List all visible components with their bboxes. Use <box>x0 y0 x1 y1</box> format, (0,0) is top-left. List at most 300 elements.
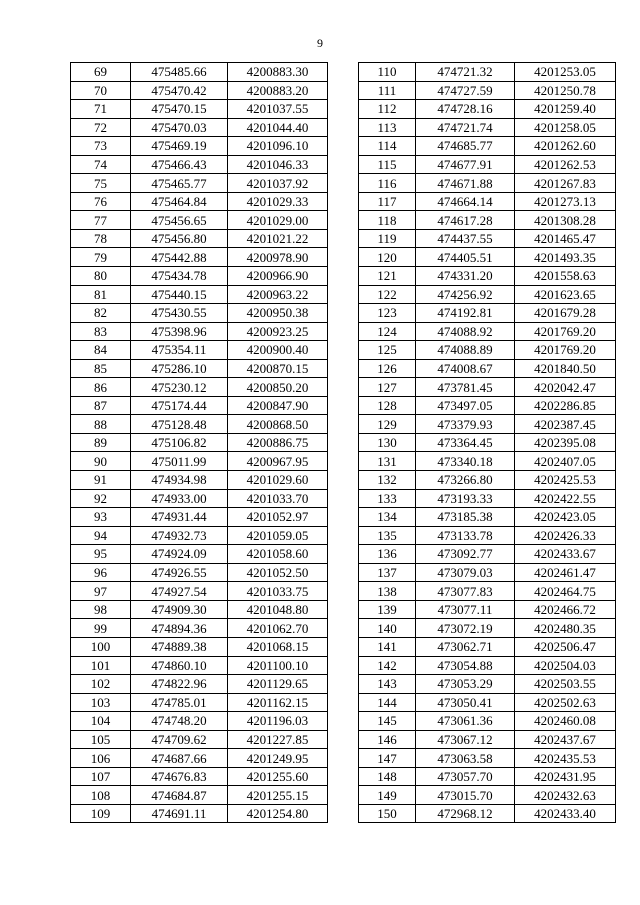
y-coordinate-cell: 4202395.08 <box>515 433 616 452</box>
x-coordinate-cell: 474926.55 <box>131 563 228 582</box>
point-number-cell: 99 <box>71 619 131 638</box>
point-number-cell: 108 <box>71 786 131 805</box>
y-coordinate-cell: 4201062.70 <box>228 619 328 638</box>
x-coordinate-cell: 472968.12 <box>416 804 515 823</box>
point-number-cell: 138 <box>359 582 416 601</box>
y-coordinate-cell: 4201048.80 <box>228 600 328 619</box>
x-coordinate-cell: 475434.78 <box>131 267 228 286</box>
x-coordinate-cell: 474894.36 <box>131 619 228 638</box>
point-number-cell: 126 <box>359 359 416 378</box>
table-row <box>71 767 328 786</box>
point-number-cell: 100 <box>71 637 131 656</box>
point-number-cell: 142 <box>359 656 416 675</box>
x-coordinate-cell: 475430.55 <box>131 304 228 323</box>
y-coordinate-cell: 4200883.30 <box>228 63 328 82</box>
x-coordinate-cell: 474822.96 <box>131 675 228 694</box>
table-row <box>359 415 616 434</box>
y-coordinate-cell: 4201308.28 <box>515 211 616 230</box>
x-coordinate-cell: 475128.48 <box>131 415 228 434</box>
table-row <box>359 675 616 694</box>
x-coordinate-cell: 474664.14 <box>416 192 515 211</box>
x-coordinate-cell: 474088.92 <box>416 322 515 341</box>
x-coordinate-cell: 473092.77 <box>416 545 515 564</box>
point-number-cell: 81 <box>71 285 131 304</box>
point-number-cell: 75 <box>71 174 131 193</box>
y-coordinate-cell: 4202502.63 <box>515 693 616 712</box>
y-coordinate-cell: 4200870.15 <box>228 359 328 378</box>
x-coordinate-cell: 474617.28 <box>416 211 515 230</box>
point-number-cell: 96 <box>71 563 131 582</box>
y-coordinate-cell: 4201249.95 <box>228 749 328 768</box>
x-coordinate-cell: 473053.29 <box>416 675 515 694</box>
y-coordinate-cell: 4201129.65 <box>228 675 328 694</box>
table-row <box>71 100 328 119</box>
table-row <box>71 712 328 731</box>
y-coordinate-cell: 4201623.65 <box>515 285 616 304</box>
y-coordinate-cell: 4202432.63 <box>515 786 616 805</box>
point-number-cell: 89 <box>71 433 131 452</box>
table-row <box>71 433 328 452</box>
y-coordinate-cell: 4201021.22 <box>228 229 328 248</box>
y-coordinate-cell: 4201273.13 <box>515 192 616 211</box>
y-coordinate-cell: 4202461.47 <box>515 563 616 582</box>
table-row <box>71 118 328 137</box>
y-coordinate-cell: 4201037.55 <box>228 100 328 119</box>
x-coordinate-cell: 473015.70 <box>416 786 515 805</box>
y-coordinate-cell: 4202435.53 <box>515 749 616 768</box>
y-coordinate-cell: 4200886.75 <box>228 433 328 452</box>
y-coordinate-cell: 4200923.25 <box>228 322 328 341</box>
table-row <box>71 396 328 415</box>
point-number-cell: 98 <box>71 600 131 619</box>
y-coordinate-cell: 4202464.75 <box>515 582 616 601</box>
table-row <box>359 285 616 304</box>
x-coordinate-cell: 474709.62 <box>131 730 228 749</box>
y-coordinate-cell: 4202286.85 <box>515 396 616 415</box>
y-coordinate-cell: 4202426.33 <box>515 526 616 545</box>
x-coordinate-cell: 474727.59 <box>416 81 515 100</box>
x-coordinate-cell: 473062.71 <box>416 637 515 656</box>
table-row <box>359 656 616 675</box>
point-number-cell: 143 <box>359 675 416 694</box>
point-number-cell: 103 <box>71 693 131 712</box>
x-coordinate-cell: 473050.41 <box>416 693 515 712</box>
point-number-cell: 83 <box>71 322 131 341</box>
table-row <box>71 637 328 656</box>
x-coordinate-cell: 475456.80 <box>131 229 228 248</box>
x-coordinate-cell: 475011.99 <box>131 452 228 471</box>
point-number-cell: 71 <box>71 100 131 119</box>
x-coordinate-cell: 475442.88 <box>131 248 228 267</box>
y-coordinate-cell: 4201052.97 <box>228 508 328 527</box>
point-number-cell: 135 <box>359 526 416 545</box>
point-number-cell: 113 <box>359 118 416 137</box>
point-number-cell: 102 <box>71 675 131 694</box>
table-row <box>359 489 616 508</box>
point-number-cell: 111 <box>359 81 416 100</box>
y-coordinate-cell: 4202460.08 <box>515 712 616 731</box>
x-coordinate-cell: 475485.66 <box>131 63 228 82</box>
table-row <box>71 192 328 211</box>
y-coordinate-cell: 4202433.67 <box>515 545 616 564</box>
x-coordinate-cell: 475469.19 <box>131 137 228 156</box>
point-number-cell: 133 <box>359 489 416 508</box>
point-number-cell: 116 <box>359 174 416 193</box>
x-coordinate-cell: 474909.30 <box>131 600 228 619</box>
table-row <box>71 248 328 267</box>
x-coordinate-cell: 475398.96 <box>131 322 228 341</box>
table-row <box>71 749 328 768</box>
y-coordinate-cell: 4201679.28 <box>515 304 616 323</box>
point-number-cell: 101 <box>71 656 131 675</box>
y-coordinate-cell: 4200847.90 <box>228 396 328 415</box>
y-coordinate-cell: 4201255.60 <box>228 767 328 786</box>
x-coordinate-cell: 475456.65 <box>131 211 228 230</box>
point-number-cell: 121 <box>359 267 416 286</box>
table-row <box>359 712 616 731</box>
point-number-cell: 112 <box>359 100 416 119</box>
x-coordinate-cell: 473133.78 <box>416 526 515 545</box>
x-coordinate-cell: 474192.81 <box>416 304 515 323</box>
point-number-cell: 122 <box>359 285 416 304</box>
y-coordinate-cell: 4200978.90 <box>228 248 328 267</box>
table-row <box>359 63 616 82</box>
y-coordinate-cell: 4200963.22 <box>228 285 328 304</box>
point-number-cell: 127 <box>359 378 416 397</box>
point-number-cell: 94 <box>71 526 131 545</box>
x-coordinate-cell: 474671.88 <box>416 174 515 193</box>
point-number-cell: 134 <box>359 508 416 527</box>
y-coordinate-cell: 4201267.83 <box>515 174 616 193</box>
y-coordinate-cell: 4201046.33 <box>228 155 328 174</box>
point-number-cell: 117 <box>359 192 416 211</box>
table-row <box>71 174 328 193</box>
point-number-cell: 105 <box>71 730 131 749</box>
table-row <box>359 229 616 248</box>
point-number-cell: 74 <box>71 155 131 174</box>
y-coordinate-cell: 4200950.38 <box>228 304 328 323</box>
table-row <box>359 730 616 749</box>
x-coordinate-cell: 475470.03 <box>131 118 228 137</box>
point-number-cell: 129 <box>359 415 416 434</box>
y-coordinate-cell: 4201493.35 <box>515 248 616 267</box>
y-coordinate-cell: 4201840.50 <box>515 359 616 378</box>
point-number-cell: 114 <box>359 137 416 156</box>
table-row <box>359 81 616 100</box>
y-coordinate-cell: 4201100.10 <box>228 656 328 675</box>
table-row <box>71 471 328 490</box>
y-coordinate-cell: 4201037.92 <box>228 174 328 193</box>
table-row <box>71 155 328 174</box>
point-number-cell: 144 <box>359 693 416 712</box>
table-row <box>71 545 328 564</box>
page-number: 9 <box>317 36 323 50</box>
table-row <box>359 433 616 452</box>
x-coordinate-cell: 474088.89 <box>416 341 515 360</box>
point-number-cell: 91 <box>71 471 131 490</box>
x-coordinate-cell: 473077.83 <box>416 582 515 601</box>
y-coordinate-cell: 4202504.03 <box>515 656 616 675</box>
table-row <box>71 582 328 601</box>
y-coordinate-cell: 4201052.50 <box>228 563 328 582</box>
table-row <box>71 804 328 823</box>
point-number-cell: 92 <box>71 489 131 508</box>
y-coordinate-cell: 4201769.20 <box>515 322 616 341</box>
point-number-cell: 139 <box>359 600 416 619</box>
x-coordinate-cell: 474331.20 <box>416 267 515 286</box>
point-number-cell: 88 <box>71 415 131 434</box>
x-coordinate-cell: 474860.10 <box>131 656 228 675</box>
y-coordinate-cell: 4201068.15 <box>228 637 328 656</box>
y-coordinate-cell: 4202437.67 <box>515 730 616 749</box>
x-coordinate-cell: 473054.88 <box>416 656 515 675</box>
x-coordinate-cell: 474933.00 <box>131 489 228 508</box>
table-row <box>359 786 616 805</box>
point-number-cell: 87 <box>71 396 131 415</box>
x-coordinate-cell: 475106.82 <box>131 433 228 452</box>
y-coordinate-cell: 4202042.47 <box>515 378 616 397</box>
table-row <box>359 582 616 601</box>
table-row <box>359 267 616 286</box>
point-number-cell: 80 <box>71 267 131 286</box>
x-coordinate-cell: 474934.98 <box>131 471 228 490</box>
x-coordinate-cell: 473079.03 <box>416 563 515 582</box>
table-row <box>359 118 616 137</box>
table-row <box>359 304 616 323</box>
table-row <box>71 63 328 82</box>
x-coordinate-cell: 474728.16 <box>416 100 515 119</box>
table-row <box>71 452 328 471</box>
point-number-cell: 86 <box>71 378 131 397</box>
point-number-cell: 131 <box>359 452 416 471</box>
x-coordinate-cell: 474684.87 <box>131 786 228 805</box>
y-coordinate-cell: 4201029.00 <box>228 211 328 230</box>
x-coordinate-cell: 474924.09 <box>131 545 228 564</box>
x-coordinate-cell: 474721.74 <box>416 118 515 137</box>
point-number-cell: 93 <box>71 508 131 527</box>
y-coordinate-cell: 4200900.40 <box>228 341 328 360</box>
y-coordinate-cell: 4201058.60 <box>228 545 328 564</box>
y-coordinate-cell: 4200966.90 <box>228 267 328 286</box>
table-row <box>359 155 616 174</box>
table-row <box>71 508 328 527</box>
point-number-cell: 130 <box>359 433 416 452</box>
table-row <box>71 730 328 749</box>
y-coordinate-cell: 4200883.20 <box>228 81 328 100</box>
x-coordinate-cell: 473061.36 <box>416 712 515 731</box>
x-coordinate-cell: 473340.18 <box>416 452 515 471</box>
point-number-cell: 109 <box>71 804 131 823</box>
y-coordinate-cell: 4201465.47 <box>515 229 616 248</box>
point-number-cell: 107 <box>71 767 131 786</box>
y-coordinate-cell: 4201033.70 <box>228 489 328 508</box>
y-coordinate-cell: 4201029.33 <box>228 192 328 211</box>
table-row <box>359 341 616 360</box>
table-row <box>71 489 328 508</box>
x-coordinate-cell: 475174.44 <box>131 396 228 415</box>
point-number-cell: 140 <box>359 619 416 638</box>
point-number-cell: 148 <box>359 767 416 786</box>
table-row <box>71 81 328 100</box>
table-row <box>359 378 616 397</box>
x-coordinate-cell: 475286.10 <box>131 359 228 378</box>
table-row <box>71 304 328 323</box>
x-coordinate-cell: 474677.91 <box>416 155 515 174</box>
point-number-cell: 90 <box>71 452 131 471</box>
x-coordinate-cell: 474676.83 <box>131 767 228 786</box>
y-coordinate-cell: 4202480.35 <box>515 619 616 638</box>
table-row <box>71 322 328 341</box>
point-number-cell: 106 <box>71 749 131 768</box>
point-number-cell: 104 <box>71 712 131 731</box>
x-coordinate-cell: 473497.05 <box>416 396 515 415</box>
table-row <box>359 359 616 378</box>
table-row <box>71 211 328 230</box>
point-number-cell: 147 <box>359 749 416 768</box>
table-row <box>71 619 328 638</box>
x-coordinate-cell: 474721.32 <box>416 63 515 82</box>
x-coordinate-cell: 473193.33 <box>416 489 515 508</box>
y-coordinate-cell: 4201558.63 <box>515 267 616 286</box>
table-row <box>359 637 616 656</box>
point-number-cell: 77 <box>71 211 131 230</box>
table-row <box>359 174 616 193</box>
y-coordinate-cell: 4201196.03 <box>228 712 328 731</box>
table-row <box>359 137 616 156</box>
table-row <box>359 767 616 786</box>
table-row <box>359 545 616 564</box>
table-row <box>71 693 328 712</box>
x-coordinate-cell: 473072.19 <box>416 619 515 638</box>
y-coordinate-cell: 4201262.60 <box>515 137 616 156</box>
y-coordinate-cell: 4202431.95 <box>515 767 616 786</box>
point-number-cell: 123 <box>359 304 416 323</box>
coordinate-table-right <box>358 62 616 823</box>
y-coordinate-cell: 4202433.40 <box>515 804 616 823</box>
y-coordinate-cell: 4201096.10 <box>228 137 328 156</box>
x-coordinate-cell: 474932.73 <box>131 526 228 545</box>
point-number-cell: 110 <box>359 63 416 82</box>
point-number-cell: 69 <box>71 63 131 82</box>
table-row <box>359 211 616 230</box>
y-coordinate-cell: 4201029.60 <box>228 471 328 490</box>
y-coordinate-cell: 4202425.53 <box>515 471 616 490</box>
y-coordinate-cell: 4201255.15 <box>228 786 328 805</box>
y-coordinate-cell: 4201262.53 <box>515 155 616 174</box>
table-row <box>359 322 616 341</box>
point-number-cell: 128 <box>359 396 416 415</box>
x-coordinate-cell: 475466.43 <box>131 155 228 174</box>
point-number-cell: 115 <box>359 155 416 174</box>
table-row <box>359 600 616 619</box>
x-coordinate-cell: 474927.54 <box>131 582 228 601</box>
point-number-cell: 78 <box>71 229 131 248</box>
point-number-cell: 85 <box>71 359 131 378</box>
point-number-cell: 79 <box>71 248 131 267</box>
y-coordinate-cell: 4201258.05 <box>515 118 616 137</box>
point-number-cell: 82 <box>71 304 131 323</box>
y-coordinate-cell: 4201254.80 <box>228 804 328 823</box>
table-row <box>71 563 328 582</box>
x-coordinate-cell: 474785.01 <box>131 693 228 712</box>
table-row <box>71 656 328 675</box>
y-coordinate-cell: 4202422.55 <box>515 489 616 508</box>
table-row <box>359 693 616 712</box>
table-row <box>359 749 616 768</box>
x-coordinate-cell: 474008.67 <box>416 359 515 378</box>
point-number-cell: 146 <box>359 730 416 749</box>
table-row <box>71 267 328 286</box>
point-number-cell: 118 <box>359 211 416 230</box>
x-coordinate-cell: 474691.11 <box>131 804 228 823</box>
table-row <box>359 248 616 267</box>
point-number-cell: 73 <box>71 137 131 156</box>
point-number-cell: 132 <box>359 471 416 490</box>
point-number-cell: 119 <box>359 229 416 248</box>
x-coordinate-cell: 474748.20 <box>131 712 228 731</box>
x-coordinate-cell: 474889.38 <box>131 637 228 656</box>
x-coordinate-cell: 475440.15 <box>131 285 228 304</box>
x-coordinate-cell: 474685.77 <box>416 137 515 156</box>
table-row <box>71 137 328 156</box>
x-coordinate-cell: 475354.11 <box>131 341 228 360</box>
y-coordinate-cell: 4200967.95 <box>228 452 328 471</box>
point-number-cell: 95 <box>71 545 131 564</box>
table-row <box>71 786 328 805</box>
x-coordinate-cell: 473063.58 <box>416 749 515 768</box>
x-coordinate-cell: 475230.12 <box>131 378 228 397</box>
x-coordinate-cell: 473364.45 <box>416 433 515 452</box>
point-number-cell: 145 <box>359 712 416 731</box>
table-row <box>359 452 616 471</box>
y-coordinate-cell: 4201162.15 <box>228 693 328 712</box>
x-coordinate-cell: 473781.45 <box>416 378 515 397</box>
table-row <box>71 415 328 434</box>
point-number-cell: 120 <box>359 248 416 267</box>
x-coordinate-cell: 474687.66 <box>131 749 228 768</box>
y-coordinate-cell: 4201250.78 <box>515 81 616 100</box>
table-row <box>359 396 616 415</box>
y-coordinate-cell: 4200868.50 <box>228 415 328 434</box>
x-coordinate-cell: 474931.44 <box>131 508 228 527</box>
table-row <box>359 471 616 490</box>
x-coordinate-cell: 475470.42 <box>131 81 228 100</box>
table-row <box>359 508 616 527</box>
x-coordinate-cell: 475465.77 <box>131 174 228 193</box>
table-row <box>71 675 328 694</box>
y-coordinate-cell: 4201769.20 <box>515 341 616 360</box>
table-row <box>71 341 328 360</box>
x-coordinate-cell: 473067.12 <box>416 730 515 749</box>
x-coordinate-cell: 473057.70 <box>416 767 515 786</box>
table-row <box>71 378 328 397</box>
point-number-cell: 136 <box>359 545 416 564</box>
point-number-cell: 84 <box>71 341 131 360</box>
y-coordinate-cell: 4202466.72 <box>515 600 616 619</box>
table-row <box>71 600 328 619</box>
y-coordinate-cell: 4202387.45 <box>515 415 616 434</box>
point-number-cell: 124 <box>359 322 416 341</box>
point-number-cell: 97 <box>71 582 131 601</box>
point-number-cell: 125 <box>359 341 416 360</box>
x-coordinate-cell: 473266.80 <box>416 471 515 490</box>
table-row <box>71 229 328 248</box>
x-coordinate-cell: 473185.38 <box>416 508 515 527</box>
y-coordinate-cell: 4202407.05 <box>515 452 616 471</box>
table-row <box>71 526 328 545</box>
table-row <box>359 192 616 211</box>
point-number-cell: 137 <box>359 563 416 582</box>
